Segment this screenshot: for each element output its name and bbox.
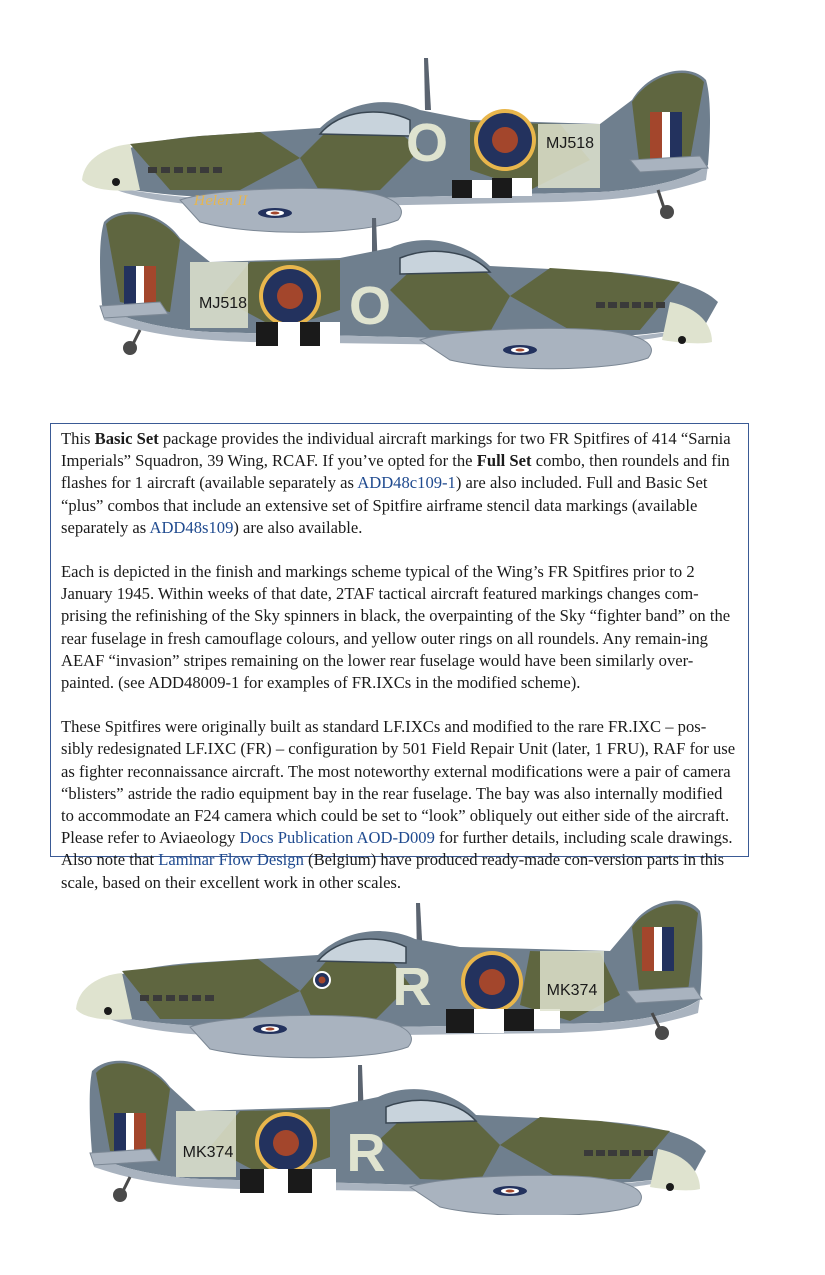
paragraph-history: These Spitfires were originally built as standard LF.IXCs and modified to the rare FR.IXC – pos-sibly redesignated LF.IXC (FR) – configuration by 501 Field Repair Unit (later, 1 FRU), RAF for use as fighter reconnaissance aircraft. The most noteworthy external modifications were a pair of camera “blisters” astride the radio equipment bay in the rear fuselage. The bay was also internally modified to accommodate an F24 camera which could be set to “look” obliquely out either side of the aircraft. Please refer to Aviaeology Docs Publication AOD-D009 for further details, including scale drawings. Also note that Laminar Flow Design (Belgium) have produced ready-made con-version parts in this scale, based on their excellent work in other scales. (61, 717, 736, 892)
basic-set-emphasis: Basic Set (94, 429, 159, 448)
serial-number: MJ518 (545, 135, 595, 152)
code-letter: O (348, 276, 392, 336)
nose-art-text: Helen II (194, 194, 248, 209)
serial-number: MK374 (182, 1144, 234, 1161)
top-profiles (0, 40, 825, 390)
serial-number: MJ518 (198, 295, 248, 312)
spitfire-mk374-right-profile (90, 1061, 706, 1215)
code-letter: R (346, 1123, 386, 1183)
full-set-emphasis: Full Set (476, 451, 532, 471)
spitfire-mj518-right-profile (100, 212, 718, 369)
serial-number: MK374 (546, 982, 598, 999)
paragraph-basic-set: This Basic Set package provides the individual aircraft markings for two FR Spitfires of 414 “Sarnia Imperials” Squadron, 39 Wing, RCAF. If you’ve opted for the Full Set combo, then roundels and fin flashes for 1 aircraft (available separately as ADD48c109-1) are also included. Full and Basic Set “plus” combos that include an extensive set of Spitfire airframe stencil data markings (available separately as ADD48s109) are also available. (61, 429, 731, 537)
link-docs-publication[interactable]: Docs Publication AOD-D009 (239, 828, 435, 848)
spitfire-mk374-left-profile (76, 901, 702, 1058)
paragraph-finish-scheme: Each is depicted in the finish and markings scheme typical of the Wing’s FR Spitfires prior to 2 January 1945. Within weeks of that date, 2TAF tactical aircraft featured markings changes com-prising the refinishing of the Sky spinners in black, the overpainting of the Sky “fighter band” on the rear fuselage in fresh camouflage colours, and yellow outer rings on all roundels. Any remain-ing AEAF “invasion” stripes remaining on the lower rear fuselage would have been similarly over-painted. (see ADD48009-1 for examples of FR.IXCs in the modified scheme). (61, 562, 731, 693)
link-add48s109[interactable]: ADD48s109 (149, 517, 234, 537)
code-letter: R (392, 957, 432, 1017)
bottom-profiles (0, 895, 825, 1215)
description-box (50, 423, 749, 892)
link-laminar-flow-design[interactable]: Laminar Flow Design (158, 850, 304, 870)
link-add48c109-1[interactable]: ADD48c109-1 (357, 473, 456, 493)
spitfire-mj518-left-profile (82, 58, 710, 232)
code-letter: O (405, 113, 449, 173)
